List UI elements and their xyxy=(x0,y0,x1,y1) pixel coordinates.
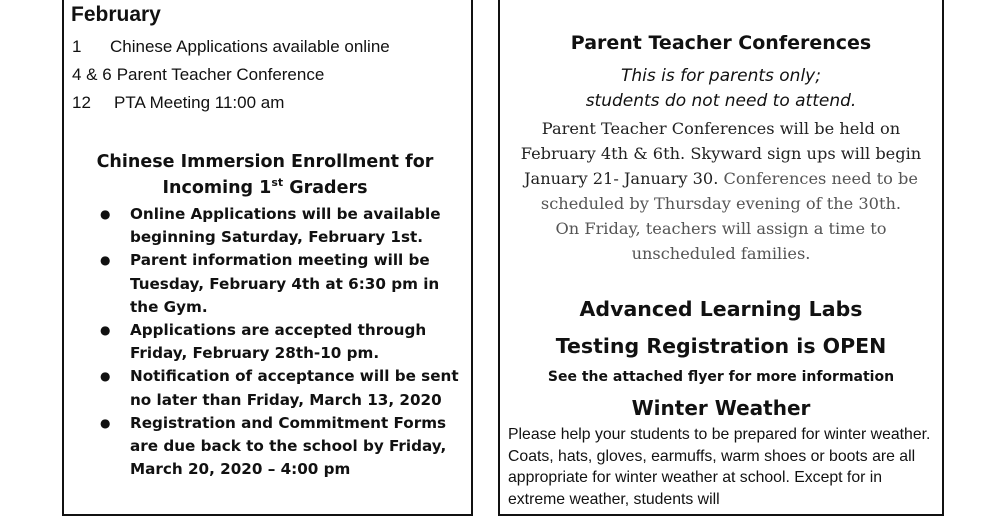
calendar-event: Parent Teacher Conference xyxy=(116,65,325,84)
list-item: ● Online Applications will be available beginning Saturday, February 1st. xyxy=(100,203,472,249)
conferences-note-line: This is for parents only; xyxy=(621,66,821,86)
labs-title-line: Advanced Learning Labs xyxy=(579,297,863,321)
calendar-day: 1 xyxy=(72,37,82,56)
list-item: ● Registration and Commitment Forms are due back to the school by Friday, March 20, 2020 – 4:00 pm xyxy=(100,412,472,482)
enrollment-list xyxy=(100,203,472,481)
calendar-row xyxy=(72,65,324,85)
conferences-body-line: Parent Teacher Conferences will be held on xyxy=(541,119,901,138)
conferences-body-line: scheduled by Thursday evening of the 30th. xyxy=(540,194,902,213)
conferences-body-line xyxy=(500,166,942,191)
calendar-heading: February xyxy=(71,3,161,26)
list-item: ● Parent information meeting will be Tuesday, February 4th at 6:30 pm in the Gym. xyxy=(100,249,472,319)
conferences-body xyxy=(500,116,942,266)
winter-title: Winter Weather xyxy=(631,396,811,420)
enrollment-title-text: Graders xyxy=(283,178,368,198)
labs-title-line: Testing Registration is OPEN xyxy=(555,334,887,358)
calendar-day: 12 xyxy=(72,93,91,112)
calendar-row xyxy=(72,93,284,113)
enrollment-title xyxy=(80,149,450,201)
list-item: ● Notification of acceptance will be sent no later than Friday, March 13, 2020 xyxy=(100,365,472,411)
enrollment-title-line1: Chinese Immersion Enrollment for xyxy=(96,152,434,172)
conferences-body-line: On Friday, teachers will assign a time to xyxy=(555,219,887,238)
enrollment-title-text: Incoming 1 xyxy=(162,178,272,198)
labs-note: See the attached flyer for more information xyxy=(547,369,895,385)
enrollment-title-sup: st xyxy=(271,176,284,190)
calendar-day: 4 & 6 xyxy=(72,65,112,84)
conferences-body-line: February 4th & 6th. Skyward sign ups will begin xyxy=(520,144,922,163)
winter-body: Please help your students to be prepared for winter weather. Coats, hats, gloves, earmuffs, warm shoes or boots are all appropriate for winter weather at school. Except for in extreme weather, students will xyxy=(508,426,931,508)
list-item: ● Applications are accepted through Friday, February 28th-10 pm. xyxy=(100,319,472,365)
calendar-event: PTA Meeting 11:00 am xyxy=(114,93,285,112)
conferences-body-text: January 21- January 30. xyxy=(524,169,724,188)
conferences-title: Parent Teacher Conferences xyxy=(570,32,872,54)
enrollment-title-line2 xyxy=(80,175,450,201)
conferences-body-text: Conferences need to be xyxy=(723,169,918,188)
calendar-row xyxy=(72,37,390,57)
conferences-body-line: unscheduled families. xyxy=(631,244,811,263)
labs-title xyxy=(500,291,942,365)
conferences-note xyxy=(500,64,942,114)
calendar-event: Chinese Applications available online xyxy=(110,37,390,56)
conferences-note-line: students do not need to attend. xyxy=(585,91,857,111)
